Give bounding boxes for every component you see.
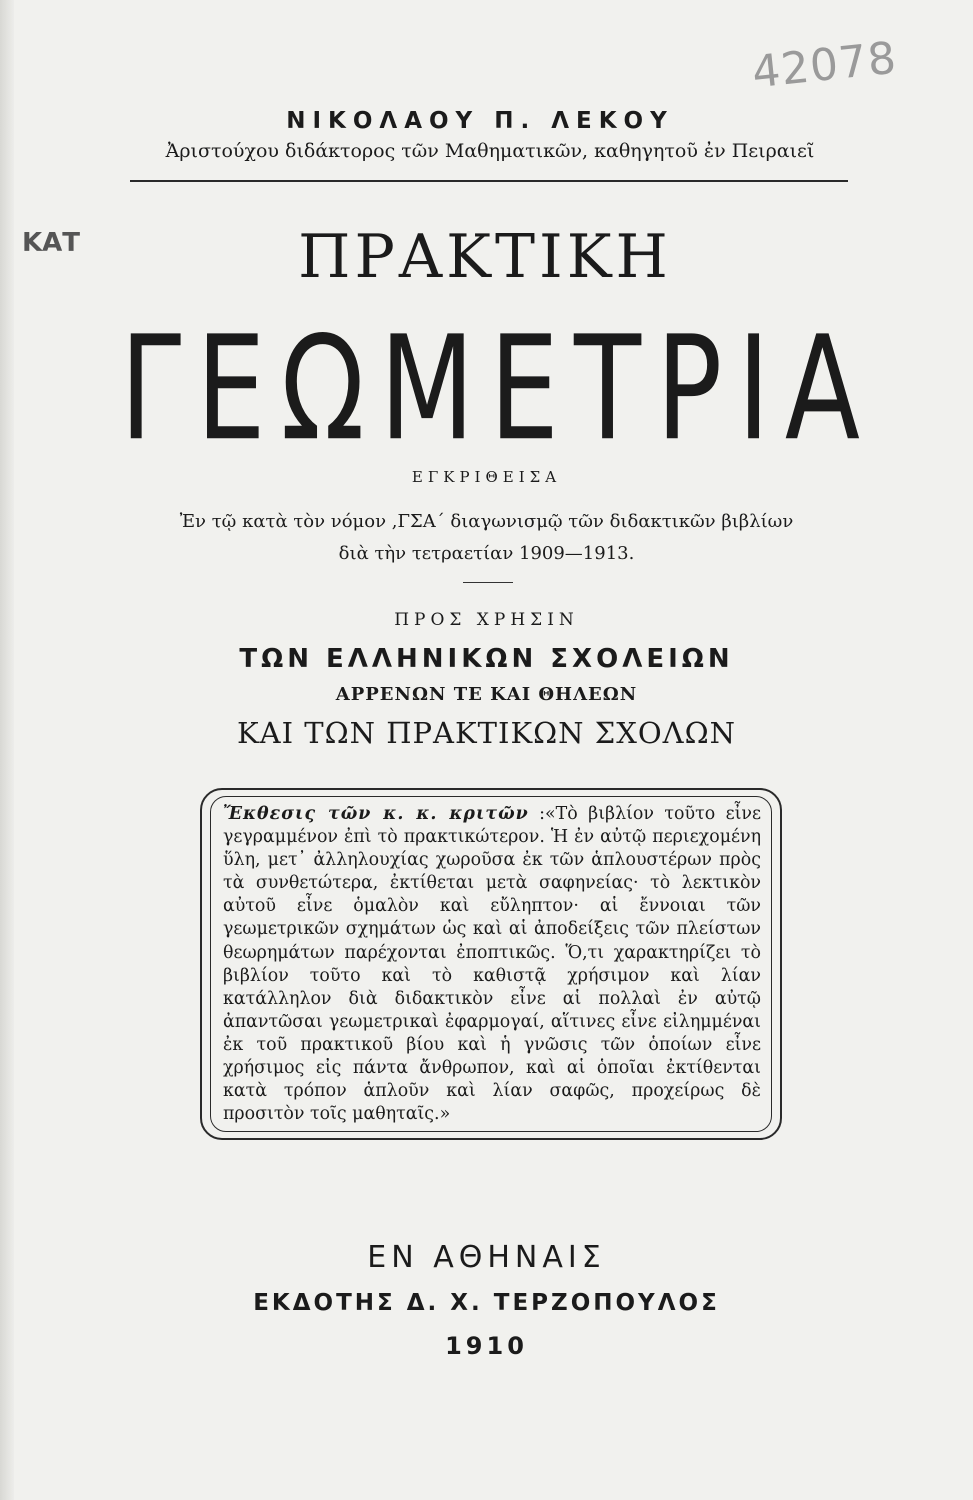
handwritten-catalog-number: 42078 xyxy=(749,32,900,99)
title-letter: Α xyxy=(784,304,860,473)
separator xyxy=(463,582,513,583)
publication-year: 1910 xyxy=(445,1332,528,1360)
page-edge xyxy=(0,0,14,1500)
approval-statement xyxy=(0,506,973,570)
schools-heading: ΤΩΝ ΕΛΛΗΝΙΚΩΝ ΣΧΟΛΕΙΩΝ xyxy=(239,644,734,674)
practical-schools-line: ΚΑΙ ΤΩΝ ΠΡΑΚΤΙΚΩΝ ΣΧΟΛΩΝ xyxy=(236,716,737,750)
title-letter: Ω xyxy=(280,304,365,473)
review-body: :«Τὸ βιβλίον τοῦτο εἶνε γεγραμμένον ἐπὶ τὸ πρακτικώτερον. Ἡ ἐν αὐτῷ περιεχομένη ὕλη, μετ᾽ ἀλληλουχίας χωροῦσα ἐκ τῶν ἁπλουστέρων πρὸς τὰ συνθετώτερα, ἐκτίθεται μετὰ σαφηνείας· τὸ λεκτικὸν αὐτοῦ εἶνε ὁμαλὸν καὶ εὔληπτον· αἱ ἔννοιαι τῶν γεωμετρικῶν σχημάτων ὡς καὶ αἱ ἀποδείξεις τῶν πλείστων θεωρημάτων παρέχονται ἐποπτικῶς. Ὅ,τι χαρακτηρίζει τὸ βιβλίον τοῦτο καὶ τὸ καθιστᾷ χρήσιμον καὶ λίαν κατάλληλον διὰ διδακτικὸν εἶνε αἱ πολλαὶ ἐν αὐτῷ ἀπαντῶσαι γεωμετρικαὶ ἐφαρμογαί, αἵτινες εἶνε εἰλημμέναι ἐκ τοῦ πρακτικοῦ βίου καὶ ἡ γνῶσις τῶν ὁποίων εἶνε χρήσιμος εἰς πάντα ἄνθρωπον, καὶ αἱ ὁποῖαι ἐκτίθενται κατὰ τρόπον ἁπλοῦν καὶ λίαν σαφῶς, προχείρως δὲ προσιτὸν τοῖς μαθηταῖς.» xyxy=(223,804,762,1125)
title-line-2 xyxy=(120,304,860,473)
publisher: ΕΚΔΟΤΗΣ Δ. Χ. ΤΕΡΖΟΠΟΥΛΟΣ xyxy=(253,1290,720,1316)
title-letter: Μ xyxy=(379,304,475,473)
genders-line: ΑΡΡΕΝΩΝ ΤΕ ΚΑΙ ΘΗΛΕΩΝ xyxy=(335,684,638,705)
approved-heading: ΕΓΚΡΙΘΕΙΣΑ xyxy=(411,468,562,486)
review-label: Ἔκθεσις τῶν κ. κ. κριτῶν xyxy=(223,804,529,824)
author-credential: Ἀριστούχου διδάκτορος τῶν Μαθηματικῶν, καθηγητοῦ ἐν Πειραιεῖ xyxy=(165,140,815,162)
reviewers-report-text xyxy=(210,796,772,1132)
title-letter: Ε xyxy=(196,304,266,473)
publication-place: ΕΝ ΑΘΗΝΑΙΣ xyxy=(367,1240,606,1275)
library-stamp: ΚΑΤ xyxy=(22,228,81,258)
reviewers-report-box xyxy=(200,788,782,1140)
title-letter: Γ xyxy=(120,304,182,473)
title-line-1: ΠΡΑΚΤΙΚΗ xyxy=(298,222,672,292)
header-rule xyxy=(130,180,848,182)
title-letter: Τ xyxy=(573,304,641,473)
approval-line-1: Ἐν τῷ κατὰ τὸν νόμον ,ΓΣΑ΄ διαγωνισμῷ τῶν διδακτικῶν βιβλίων xyxy=(179,511,794,532)
title-letter: Ε xyxy=(489,304,559,473)
title-letter: Ι xyxy=(737,304,770,473)
approval-line-2: διὰ τὴν τετραετίαν 1909—1913. xyxy=(338,543,635,564)
purpose-heading: ΠΡΟΣ ΧΡΗΣΙΝ xyxy=(394,610,579,630)
author-name: ΝΙΚΟΛΑΟΥ Π. ΛΕΚΟΥ xyxy=(286,108,674,134)
title-letter: Ρ xyxy=(656,304,723,473)
